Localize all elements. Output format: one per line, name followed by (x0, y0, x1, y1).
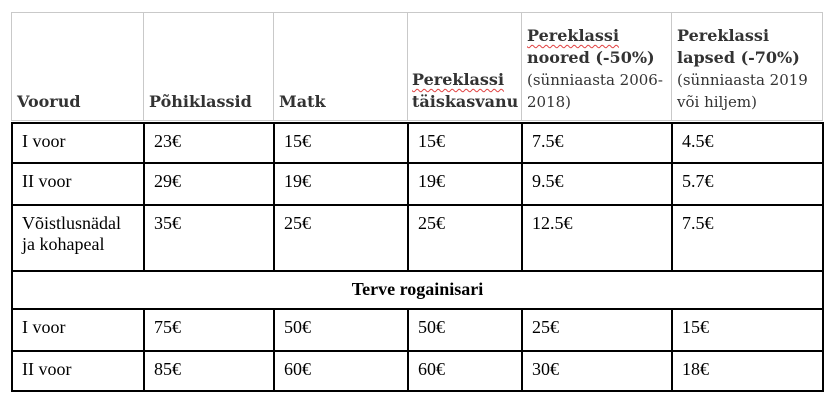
header-cell-pereklassi-taiskasvanu (408, 13, 522, 121)
price-value: 9.5€ (532, 171, 564, 191)
row-label-cell (12, 309, 144, 351)
price-cell (274, 123, 408, 163)
price-value: 19€ (418, 171, 445, 191)
row-label-cell (12, 205, 144, 271)
price-value: 25€ (532, 317, 559, 337)
price-cell (672, 309, 823, 351)
price-value: 75€ (154, 317, 181, 337)
header-cell-pereklassi-lapsed (672, 13, 823, 121)
row-label-cell (12, 351, 144, 391)
price-value: 15€ (682, 317, 709, 337)
price-cell (408, 205, 522, 271)
header-label-noored: noored (-50%) (527, 48, 655, 67)
price-cell (522, 205, 672, 271)
price-value: 29€ (154, 171, 181, 191)
header-label-taiskasvanu: täiskasvanu (412, 92, 519, 111)
price-value: 18€ (682, 359, 709, 379)
price-value: 15€ (418, 131, 445, 151)
price-cell (144, 163, 274, 205)
table-row-voistlusnadal (12, 205, 823, 271)
header-cell-pohiklassid (144, 13, 274, 121)
price-cell (522, 309, 672, 351)
header-note-sunniaasta-lapsed: (sünniaasta 2019 või hiljem) (677, 71, 808, 111)
section-title: Terve rogainisari (351, 279, 484, 299)
price-cell (672, 123, 823, 163)
header-label-pereklassi: Pereklassi (677, 26, 770, 45)
price-cell (672, 163, 823, 205)
table-row-i-voor (12, 123, 823, 163)
price-value: 85€ (154, 359, 181, 379)
header-label-pohiklassid: Põhiklassid (149, 92, 252, 111)
pricing-table (11, 12, 824, 392)
price-cell (274, 163, 408, 205)
price-cell (274, 205, 408, 271)
price-cell (274, 351, 408, 391)
row-label-cell (12, 163, 144, 205)
header-row (12, 13, 823, 121)
price-value: 60€ (418, 359, 445, 379)
header-cell-pereklassi-noored (522, 13, 672, 121)
row-label: I voor (22, 131, 66, 151)
price-value: 15€ (284, 131, 311, 151)
price-value: 30€ (532, 359, 559, 379)
header-cell-matk (274, 13, 408, 121)
price-value: 19€ (284, 171, 311, 191)
price-value: 50€ (418, 317, 445, 337)
price-value: 12.5€ (532, 213, 573, 233)
table-row-ii-voor (12, 163, 823, 205)
price-cell (408, 351, 522, 391)
table-row-ii-voor-sari (12, 351, 823, 391)
price-value: 23€ (154, 131, 181, 151)
price-value: 7.5€ (532, 131, 564, 151)
row-label-cell (12, 123, 144, 163)
price-value: 50€ (284, 317, 311, 337)
row-label: II voor (22, 171, 72, 191)
price-cell (522, 123, 672, 163)
header-label-pereklassi-squiggle: Pereklassi (527, 26, 620, 45)
price-value: 60€ (284, 359, 311, 379)
header-cell-voorud (12, 13, 144, 121)
price-value: 25€ (418, 213, 445, 233)
price-cell (274, 309, 408, 351)
header-label-voorud: Voorud (17, 92, 81, 111)
price-value: 7.5€ (682, 213, 714, 233)
row-label: Võistlusnädal ja kohapeal (22, 213, 121, 254)
price-cell (672, 351, 823, 391)
header-note-sunniaasta-noored: (sünniaasta 2006-2018) (527, 71, 663, 111)
price-value: 35€ (154, 213, 181, 233)
row-label: I voor (22, 317, 66, 337)
price-value: 25€ (284, 213, 311, 233)
price-cell (522, 163, 672, 205)
section-title-cell (12, 271, 823, 309)
price-cell (408, 123, 522, 163)
table-row-i-voor-sari (12, 309, 823, 351)
price-cell (408, 309, 522, 351)
price-cell (144, 351, 274, 391)
price-cell (672, 205, 823, 271)
price-value: 4.5€ (682, 131, 714, 151)
header-label-lapsed: lapsed (-70%) (677, 48, 800, 67)
header-label-pereklassi-squiggle: Pereklassi (412, 70, 505, 89)
price-cell (144, 205, 274, 271)
header-label-matk: Matk (279, 92, 326, 111)
price-cell (144, 309, 274, 351)
pricing-table-header (11, 12, 823, 121)
row-label: II voor (22, 359, 72, 379)
price-cell (408, 163, 522, 205)
price-cell (144, 123, 274, 163)
section-title-row (12, 271, 823, 309)
price-value: 5.7€ (682, 171, 714, 191)
price-cell (522, 351, 672, 391)
pricing-table-body (11, 122, 824, 392)
